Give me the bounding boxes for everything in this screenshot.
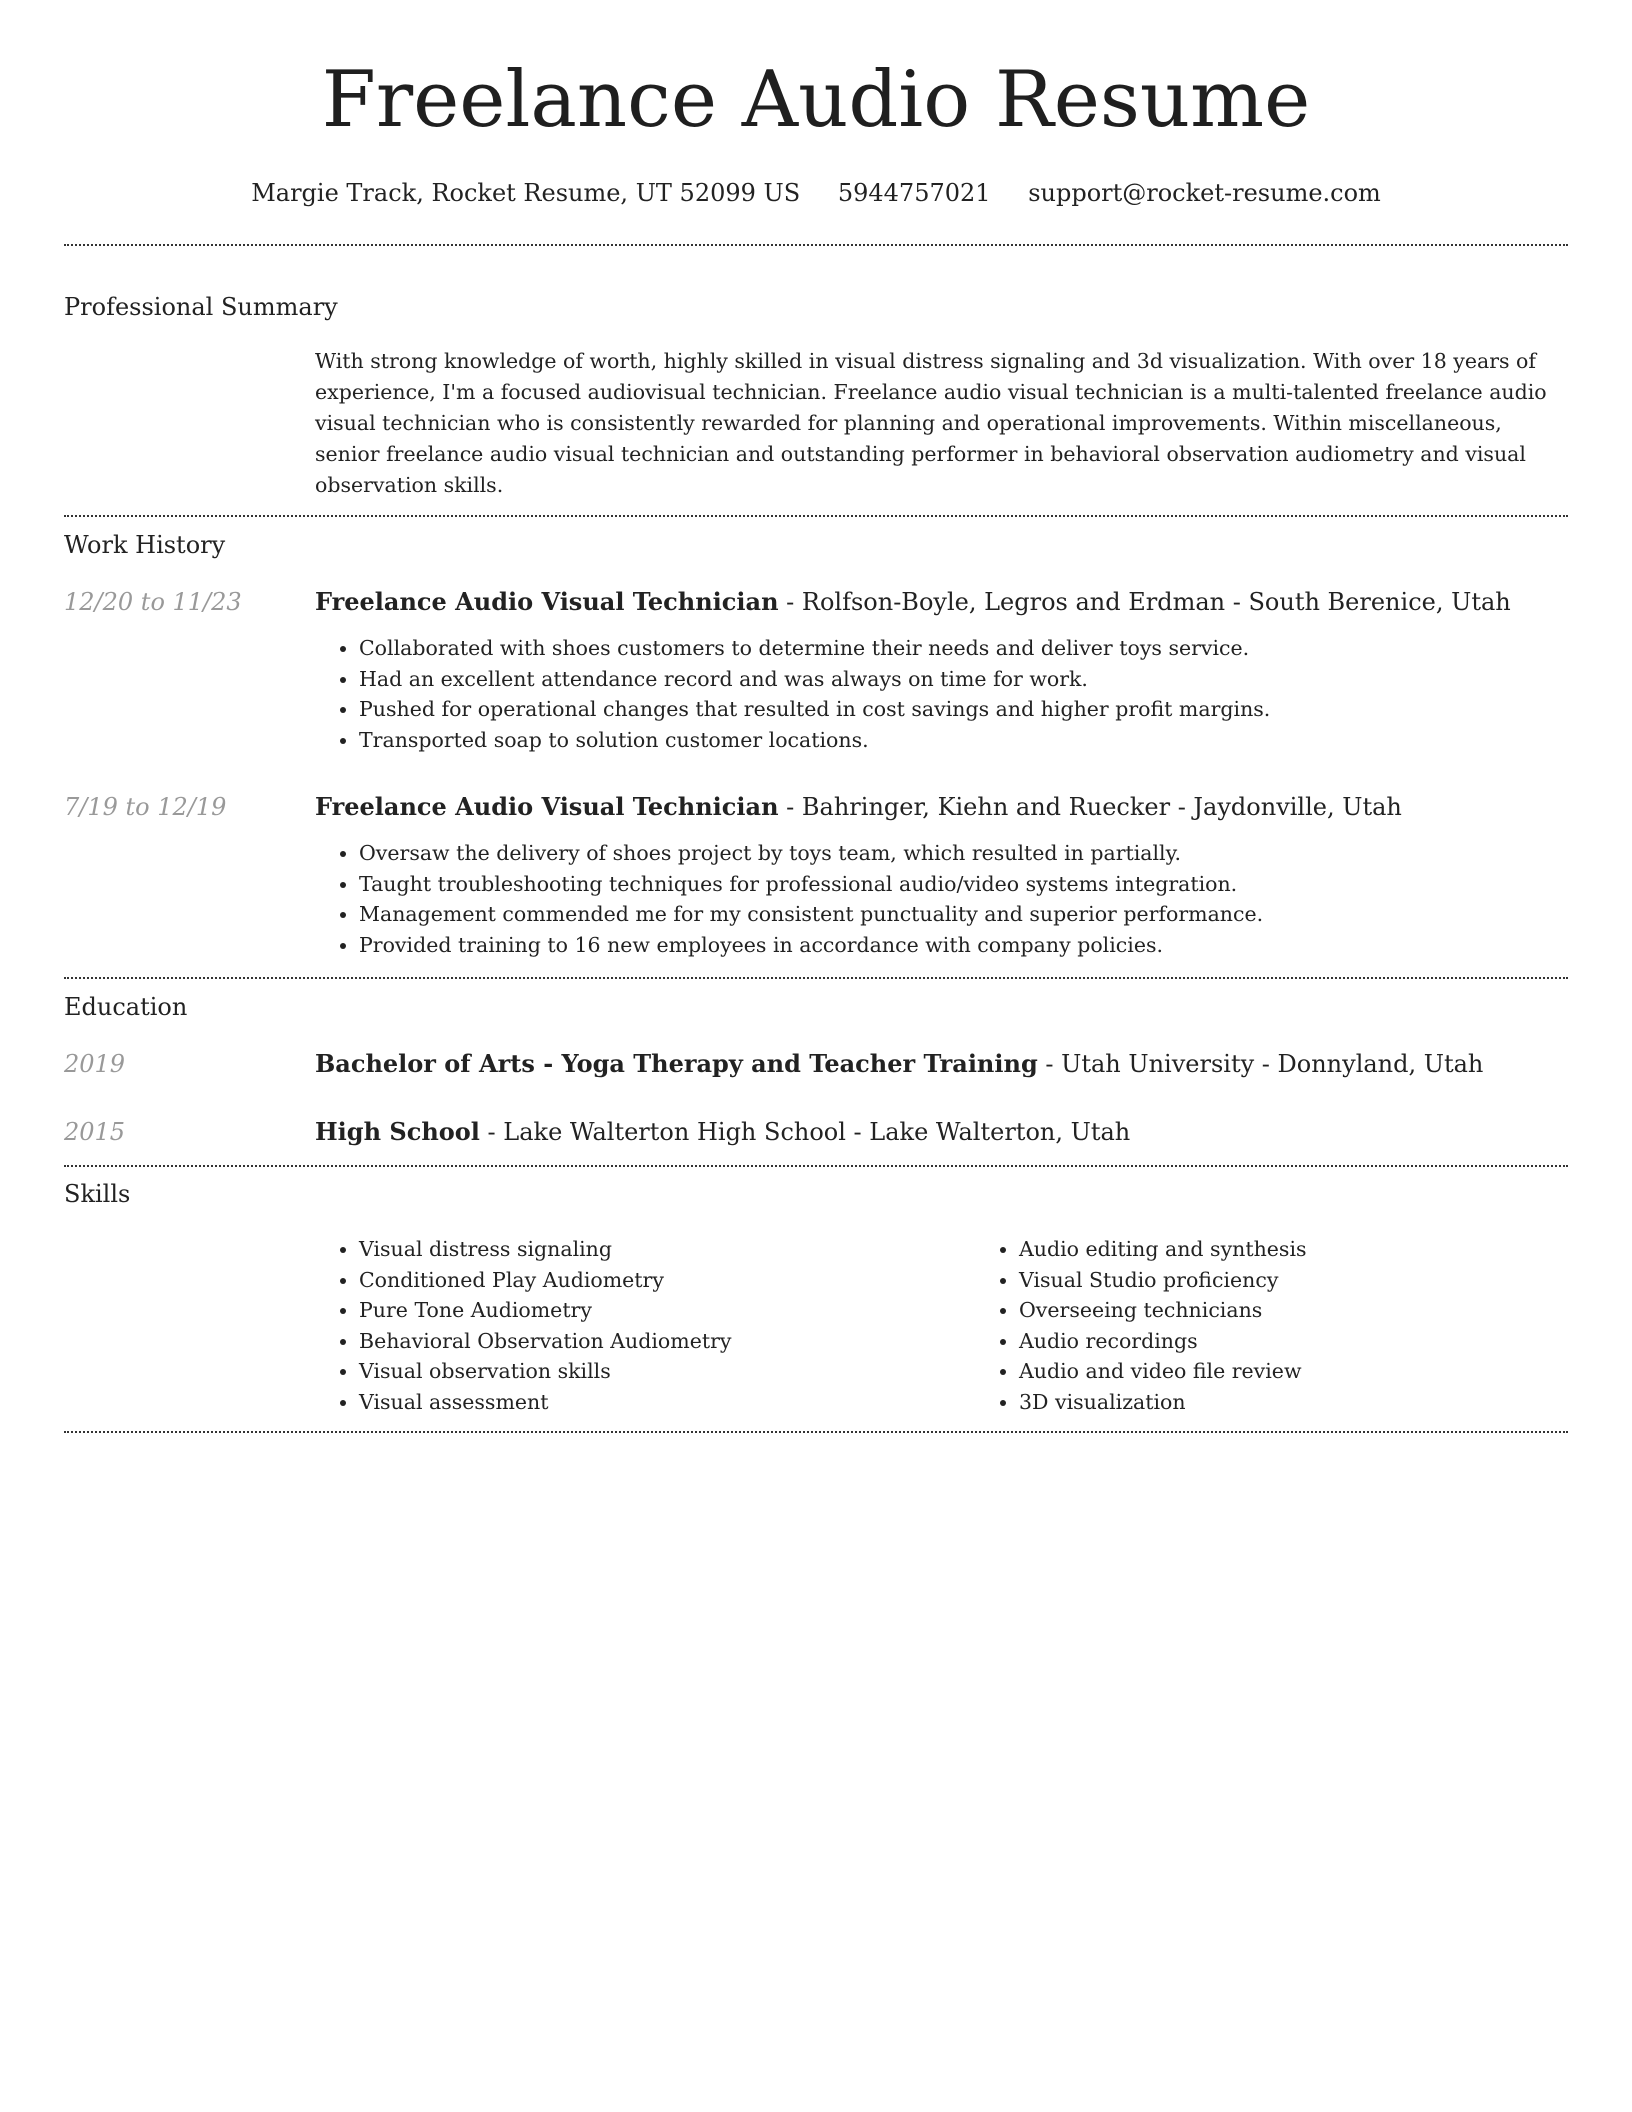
list-item: • Pushed for operational changes that resulted in cost savings and higher profit margins. [359,694,1568,725]
education-details: - Utah University - Donnyland, Utah [1037,1050,1484,1078]
skills-row [64,1234,1568,1417]
work-heading: Work History [64,531,226,559]
list-item: • Collaborated with shoes customers to determine their needs and deliver toys service. [359,633,1568,664]
summary-text: With strong knowledge of worth, highly skilled in visual distress signaling and 3d visualization. With over 18 years of experience, I'm a focused audiovisual technician. Freelance audio visual technician is a multi-talented freelance audio visual technician who is consistently rewarded for planning and operational improvements. Within miscellaneous, senior freelance audio visual technician and outstanding performer in behavioral observation audiometry and visual observation skills. [315,349,1547,497]
skill-item: • Audio and video file review [1019,1356,1632,1387]
skill-item: • Overseeing technicians [1019,1295,1632,1326]
job-title: Freelance Audio Visual Technician [315,792,779,821]
skills-list-left [315,1234,975,1417]
job-entry [64,587,1568,755]
education-degree: Bachelor of Arts - Yoga Therapy and Teacher Training [315,1049,1038,1078]
education-section [64,992,1568,1147]
skill-item: • Visual observation skills [359,1356,975,1387]
divider [64,515,1568,517]
contact-address: Margie Track, Rocket Resume, UT 52099 US [251,179,801,207]
skills-section [64,1179,1568,1417]
summary-section [64,292,1568,501]
job-details: - Bahringer, Kiehn and Ruecker - Jaydonville, Utah [778,793,1402,821]
divider [64,1165,1568,1167]
list-item: • Management commended me for my consistent punctuality and superior performance. [359,899,1568,930]
skill-item: • Audio editing and synthesis [1019,1234,1632,1265]
education-degree: High School [315,1117,480,1146]
job-entry [64,792,1568,960]
divider [64,244,1568,246]
resume-title: Freelance Audio Resume [321,55,1311,145]
resume-page [64,0,1568,1433]
summary-row [64,346,1568,501]
skill-item: • Visual Studio proficiency [1019,1265,1632,1296]
job-dates: 12/20 to 11/23 [64,588,242,616]
list-item: • Taught troubleshooting techniques for professional audio/video systems integration. [359,869,1568,900]
job-details: - Rolfson-Boyle, Legros and Erdman - South Berenice, Utah [778,588,1511,616]
contact-email: support@rocket-resume.com [1028,179,1381,207]
skill-item: • Visual distress signaling [359,1234,975,1265]
contact-phone: 5944757021 [837,179,991,207]
contact-line [64,178,1568,208]
skill-item: • Audio recordings [1019,1326,1632,1357]
job-bullets [315,838,1568,960]
summary-heading: Professional Summary [64,293,338,321]
skills-heading: Skills [64,1180,131,1208]
education-year: 2019 [64,1050,126,1078]
skills-list-right [975,1234,1632,1417]
skill-item: • Pure Tone Audiometry [359,1295,975,1326]
job-dates: 7/19 to 12/19 [64,793,227,821]
list-item: • Had an excellent attendance record and was always on time for work. [359,664,1568,695]
skill-item: • 3D visualization [1019,1387,1632,1418]
list-item: • Transported soap to solution customer locations. [359,725,1568,756]
skill-item: • Behavioral Observation Audiometry [359,1326,975,1357]
skill-item: • Conditioned Play Audiometry [359,1265,975,1296]
education-year: 2015 [64,1118,126,1146]
skill-item: • Visual assessment [359,1387,975,1418]
list-item: • Oversaw the delivery of shoes project by toys team, which resulted in partially. [359,838,1568,869]
education-details: - Lake Walterton High School - Lake Walterton, Utah [479,1118,1131,1146]
education-heading: Education [64,993,188,1021]
education-entry [64,1117,1568,1147]
work-section [64,530,1568,960]
divider [64,977,1568,979]
list-item: • Provided training to 16 new employees in accordance with company policies. [359,930,1568,961]
divider [64,1431,1568,1433]
job-heading [315,792,1568,822]
job-title: Freelance Audio Visual Technician [315,587,779,616]
job-heading [315,587,1568,617]
job-bullets [315,633,1568,755]
education-entry [64,1049,1568,1079]
